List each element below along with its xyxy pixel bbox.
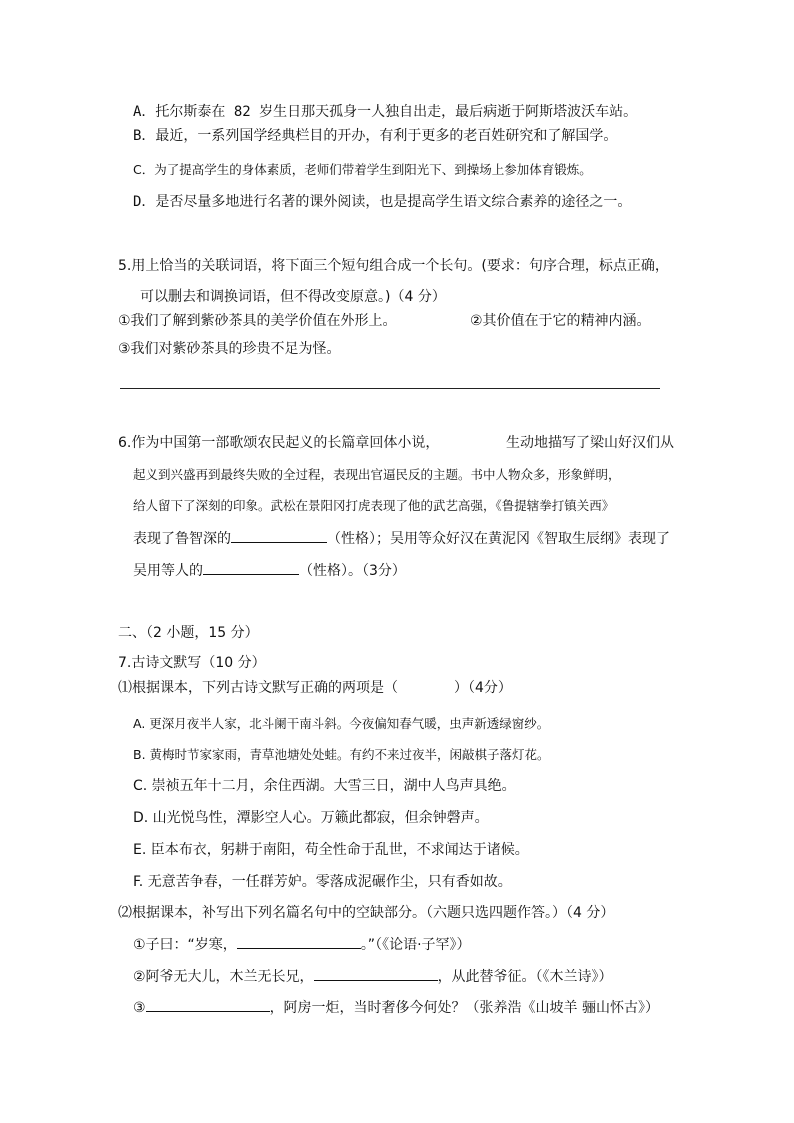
q5-answer-line[interactable]: [120, 388, 660, 389]
q6-line1a: 6.作为中国第一部歌颂农民起义的长篇章回体小说，: [118, 435, 440, 451]
q7-fill-3: [133, 997, 659, 1018]
q7-fill-2-blank[interactable]: [314, 966, 438, 981]
q7-title: 7.古诗文默写（10 分）: [118, 655, 266, 671]
q6-line4-text-b: （性格）；吴用等众好汉在黄泥冈《智取生辰纲》表现了: [327, 531, 670, 547]
q7-option-b: B. 黄梅时节家家雨，青草池塘处处蛙。有约不来过夜半，闲敲棋子落灯花。: [133, 747, 550, 762]
q6-line3: 给人留下了深刻的印象。武松在景阳冈打虎表现了他的武艺高强，《鲁提辖拳打镇关西》: [133, 498, 615, 513]
q7-fill-1: [133, 934, 471, 955]
q7-part2-prompt: ⑵根据课本，补写出下列名篇名句中的空缺部分。（六题只选四题作答。）（4 分）: [118, 905, 615, 921]
q7-option-f: F. 无意苦争春，一任群芳妒。零落成泥碾作尘，只有香如故。: [133, 874, 512, 890]
q7-part1-score: ）（4分）: [454, 680, 512, 696]
q7-option-d: D. 山光悦鸟性，潭影空人心。万籁此都寂，但余钟磬声。: [133, 810, 489, 826]
q7-option-a: A. 更深月夜半人家，北斗阑干南斗斜。今夜偏知春气暖，虫声新透绿窗纱。: [133, 716, 550, 731]
q4-option-d: D．是否尽量多地进行名著的课外阅读，也是提高学生语文综合素养的途径之一。: [133, 194, 632, 210]
q6-line5-text-a: 吴用等人的: [133, 563, 203, 579]
q6-line5-text-b: （性格）。（3分）: [299, 563, 406, 579]
q4-option-b: B．最近，一系列国学经典栏目的开办，有利于更多的老百姓研究和了解国学。: [133, 128, 618, 144]
q6-line2: 起义到兴盛再到最终失败的全过程，表现出官逼民反的主题。书中人物众多，形象鲜明，: [133, 467, 621, 482]
q5-prompt-line1: 5.用上恰当的关联词语，将下面三个短句组合成一个长句。(要求：句序合理，标点正确，: [118, 258, 669, 274]
q7-part1-prompt: [118, 678, 512, 698]
q5-sentence-3: ③我们对紫砂茶具的珍贵不足为怪。: [118, 341, 341, 357]
section2-heading: 二、（2 小题，15 分）: [118, 625, 259, 641]
q6-line4: [133, 528, 670, 549]
q7-fill-1-text-a: ①子曰：“岁寒，: [133, 937, 237, 953]
q4-option-c: C．为了提高学生的身体素质，老师们带着学生到阳光下、到操场上参加体育锻炼。: [133, 162, 592, 177]
q7-fill-3-text-b: ，阿房一炬，当时奢侈今何处？（张养浩《山坡羊 骊山怀古》）: [269, 1000, 660, 1016]
q6-blank-lu-zhishen[interactable]: [231, 528, 327, 543]
q7-fill-1-text-b: 。”（《论语·子罕》）: [360, 937, 471, 953]
q5-sentence-1: ①我们了解到紫砂茶具的美学价值在外形上。: [118, 313, 397, 329]
q6-line4-text-a: 表现了鲁智深的: [133, 531, 231, 547]
q7-fill-2-text-a: ②阿爷无大儿，木兰无长兄，: [133, 969, 314, 985]
q7-fill-3-blank[interactable]: [146, 997, 270, 1012]
q5-prompt-line2: 可以删去和调换词语，但不得改变原意。)（4 分）: [140, 289, 446, 305]
q7-fill-3-text-a: ③: [133, 1000, 146, 1016]
q7-option-e: E. 臣本布衣，躬耕于南阳，苟全性命于乱世，不求闻达于诸候。: [133, 842, 529, 858]
q6-blank-wu-yong[interactable]: [203, 560, 299, 575]
q7-fill-2-text-b: ，从此替爷征。（《木兰诗》）: [437, 969, 613, 985]
q6-line1b: 生动地描写了梁山好汉们从: [506, 435, 674, 451]
q5-sentence-2: ②其价值在于它的精神内涵。: [470, 313, 651, 329]
q4-option-a: A．托尔斯泰在 82 岁生日那天孤身一人独自出走，最后病逝于阿斯塔波沃车站。: [133, 104, 638, 120]
q6-line5: [133, 560, 406, 581]
q7-fill-2: [133, 966, 613, 987]
q7-fill-1-blank[interactable]: [237, 934, 361, 949]
q7-part1-text: ⑴根据课本，下列古诗文默写正确的两项是（: [118, 680, 398, 696]
q7-option-c: C. 崇祯五年十二月，余住西湖。大雪三日，湖中人鸟声具绝。: [133, 778, 516, 794]
